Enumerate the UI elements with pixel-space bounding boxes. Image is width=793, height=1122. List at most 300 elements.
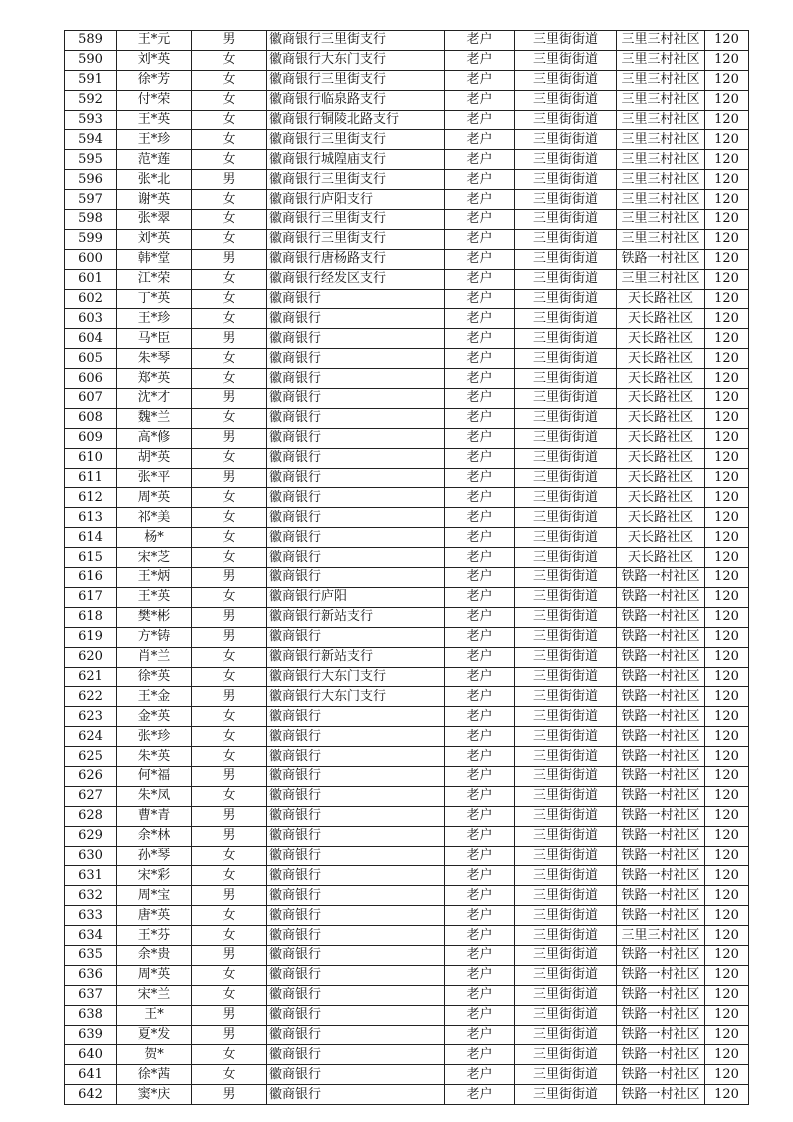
table-row <box>65 70 749 90</box>
cell-gender: 男 <box>192 627 267 647</box>
cell-street: 三里街街道 <box>515 468 617 488</box>
cell-category: 老户 <box>445 607 515 627</box>
cell-row-number: 592 <box>65 90 117 110</box>
cell-bank: 徽商银行 <box>267 568 445 588</box>
cell-category: 老户 <box>445 945 515 965</box>
cell-name: 余*林 <box>117 826 192 846</box>
cell-category: 老户 <box>445 448 515 468</box>
cell-gender: 男 <box>192 31 267 51</box>
cell-category: 老户 <box>445 150 515 170</box>
cell-bank: 徽商银行大东门支行 <box>267 667 445 687</box>
cell-bank: 徽商银行三里街支行 <box>267 170 445 190</box>
cell-street: 三里街街道 <box>515 548 617 568</box>
cell-gender: 女 <box>192 110 267 130</box>
table-row <box>65 866 749 886</box>
cell-category: 老户 <box>445 369 515 389</box>
cell-amount: 120 <box>705 468 749 488</box>
cell-community: 天长路社区 <box>617 508 705 528</box>
cell-category: 老户 <box>445 667 515 687</box>
cell-community: 铁路一村社区 <box>617 985 705 1005</box>
cell-amount: 120 <box>705 289 749 309</box>
cell-street: 三里街街道 <box>515 965 617 985</box>
cell-bank: 徽商银行 <box>267 926 445 946</box>
cell-gender: 女 <box>192 369 267 389</box>
cell-street: 三里街街道 <box>515 647 617 667</box>
cell-gender: 女 <box>192 150 267 170</box>
cell-row-number: 631 <box>65 866 117 886</box>
cell-name: 王* <box>117 1005 192 1025</box>
cell-category: 老户 <box>445 727 515 747</box>
cell-community: 铁路一村社区 <box>617 846 705 866</box>
cell-amount: 120 <box>705 31 749 51</box>
cell-row-number: 600 <box>65 249 117 269</box>
cell-street: 三里街街道 <box>515 886 617 906</box>
cell-name: 周*英 <box>117 965 192 985</box>
cell-name: 江*荣 <box>117 269 192 289</box>
cell-row-number: 611 <box>65 468 117 488</box>
table-row <box>65 508 749 528</box>
cell-row-number: 598 <box>65 210 117 230</box>
cell-name: 王*芬 <box>117 926 192 946</box>
cell-street: 三里街街道 <box>515 607 617 627</box>
table-row <box>65 985 749 1005</box>
cell-community: 铁路一村社区 <box>617 1065 705 1085</box>
cell-row-number: 640 <box>65 1045 117 1065</box>
cell-community: 天长路社区 <box>617 448 705 468</box>
cell-name: 胡*英 <box>117 448 192 468</box>
cell-community: 铁路一村社区 <box>617 647 705 667</box>
cell-gender: 女 <box>192 508 267 528</box>
cell-category: 老户 <box>445 210 515 230</box>
cell-name: 夏*发 <box>117 1025 192 1045</box>
cell-community: 三里三村社区 <box>617 926 705 946</box>
cell-category: 老户 <box>445 31 515 51</box>
cell-street: 三里街街道 <box>515 1065 617 1085</box>
cell-category: 老户 <box>445 349 515 369</box>
table-row <box>65 568 749 588</box>
cell-bank: 徽商银行大东门支行 <box>267 687 445 707</box>
cell-street: 三里街街道 <box>515 826 617 846</box>
cell-gender: 男 <box>192 607 267 627</box>
cell-bank: 徽商银行 <box>267 786 445 806</box>
cell-gender: 女 <box>192 846 267 866</box>
cell-bank: 徽商银行 <box>267 826 445 846</box>
cell-street: 三里街街道 <box>515 130 617 150</box>
cell-row-number: 623 <box>65 707 117 727</box>
cell-row-number: 599 <box>65 229 117 249</box>
cell-community: 铁路一村社区 <box>617 1045 705 1065</box>
cell-bank: 徽商银行三里街支行 <box>267 70 445 90</box>
cell-amount: 120 <box>705 627 749 647</box>
cell-name: 谢*英 <box>117 190 192 210</box>
cell-amount: 120 <box>705 50 749 70</box>
cell-category: 老户 <box>445 229 515 249</box>
cell-row-number: 625 <box>65 747 117 767</box>
cell-name: 朱*琴 <box>117 349 192 369</box>
cell-row-number: 590 <box>65 50 117 70</box>
table-row <box>65 309 749 329</box>
cell-category: 老户 <box>445 846 515 866</box>
cell-category: 老户 <box>445 1005 515 1025</box>
table-row <box>65 130 749 150</box>
cell-gender: 女 <box>192 269 267 289</box>
cell-street: 三里街街道 <box>515 170 617 190</box>
cell-row-number: 615 <box>65 548 117 568</box>
table-row <box>65 945 749 965</box>
cell-row-number: 642 <box>65 1085 117 1105</box>
cell-community: 铁路一村社区 <box>617 945 705 965</box>
cell-category: 老户 <box>445 130 515 150</box>
table-row <box>65 886 749 906</box>
cell-bank: 徽商银行 <box>267 448 445 468</box>
cell-name: 韩*堂 <box>117 249 192 269</box>
cell-row-number: 608 <box>65 408 117 428</box>
table-row <box>65 448 749 468</box>
cell-bank: 徽商银行三里街支行 <box>267 130 445 150</box>
table-row <box>65 369 749 389</box>
cell-street: 三里街街道 <box>515 269 617 289</box>
table-row <box>65 1005 749 1025</box>
cell-category: 老户 <box>445 786 515 806</box>
cell-name: 周*宝 <box>117 886 192 906</box>
table-row <box>65 766 749 786</box>
cell-category: 老户 <box>445 488 515 508</box>
cell-category: 老户 <box>445 747 515 767</box>
cell-gender: 女 <box>192 229 267 249</box>
cell-gender: 男 <box>192 468 267 488</box>
cell-street: 三里街街道 <box>515 150 617 170</box>
cell-row-number: 635 <box>65 945 117 965</box>
cell-row-number: 594 <box>65 130 117 150</box>
cell-street: 三里街街道 <box>515 667 617 687</box>
cell-bank: 徽商银行三里街支行 <box>267 31 445 51</box>
records-table <box>64 30 749 1105</box>
cell-amount: 120 <box>705 945 749 965</box>
cell-name: 樊*彬 <box>117 607 192 627</box>
cell-street: 三里街街道 <box>515 906 617 926</box>
cell-community: 铁路一村社区 <box>617 707 705 727</box>
cell-amount: 120 <box>705 806 749 826</box>
cell-amount: 120 <box>705 985 749 1005</box>
cell-row-number: 610 <box>65 448 117 468</box>
cell-name: 马*臣 <box>117 329 192 349</box>
cell-community: 三里三村社区 <box>617 269 705 289</box>
cell-street: 三里街街道 <box>515 110 617 130</box>
cell-gender: 女 <box>192 289 267 309</box>
cell-amount: 120 <box>705 210 749 230</box>
cell-name: 何*福 <box>117 766 192 786</box>
cell-amount: 120 <box>705 249 749 269</box>
cell-community: 天长路社区 <box>617 349 705 369</box>
cell-street: 三里街街道 <box>515 448 617 468</box>
cell-row-number: 636 <box>65 965 117 985</box>
cell-name: 朱*英 <box>117 747 192 767</box>
cell-row-number: 602 <box>65 289 117 309</box>
cell-gender: 女 <box>192 647 267 667</box>
cell-bank: 徽商银行 <box>267 508 445 528</box>
cell-name: 刘*英 <box>117 50 192 70</box>
cell-amount: 120 <box>705 389 749 409</box>
table-row <box>65 906 749 926</box>
cell-gender: 女 <box>192 1065 267 1085</box>
cell-street: 三里街街道 <box>515 568 617 588</box>
cell-category: 老户 <box>445 110 515 130</box>
cell-community: 天长路社区 <box>617 389 705 409</box>
cell-name: 杨* <box>117 528 192 548</box>
cell-name: 王*炳 <box>117 568 192 588</box>
cell-bank: 徽商银行 <box>267 707 445 727</box>
cell-category: 老户 <box>445 806 515 826</box>
table-row <box>65 289 749 309</box>
cell-category: 老户 <box>445 249 515 269</box>
cell-community: 铁路一村社区 <box>617 747 705 767</box>
cell-row-number: 597 <box>65 190 117 210</box>
cell-category: 老户 <box>445 886 515 906</box>
cell-name: 曹*青 <box>117 806 192 826</box>
cell-community: 三里三村社区 <box>617 150 705 170</box>
cell-name: 付*荣 <box>117 90 192 110</box>
cell-name: 张*北 <box>117 170 192 190</box>
cell-community: 铁路一村社区 <box>617 607 705 627</box>
cell-row-number: 596 <box>65 170 117 190</box>
table-row <box>65 150 749 170</box>
cell-name: 王*珍 <box>117 309 192 329</box>
cell-bank: 徽商银行铜陵北路支行 <box>267 110 445 130</box>
cell-name: 徐*英 <box>117 667 192 687</box>
cell-category: 老户 <box>445 70 515 90</box>
cell-category: 老户 <box>445 965 515 985</box>
cell-street: 三里街街道 <box>515 229 617 249</box>
cell-bank: 徽商银行 <box>267 389 445 409</box>
cell-bank: 徽商银行城隍庙支行 <box>267 150 445 170</box>
cell-row-number: 591 <box>65 70 117 90</box>
cell-street: 三里街街道 <box>515 428 617 448</box>
cell-name: 祁*美 <box>117 508 192 528</box>
cell-row-number: 641 <box>65 1065 117 1085</box>
cell-community: 天长路社区 <box>617 329 705 349</box>
cell-street: 三里街街道 <box>515 50 617 70</box>
cell-row-number: 620 <box>65 647 117 667</box>
cell-community: 三里三村社区 <box>617 130 705 150</box>
cell-name: 孙*琴 <box>117 846 192 866</box>
table-row <box>65 408 749 428</box>
cell-street: 三里街街道 <box>515 289 617 309</box>
cell-street: 三里街街道 <box>515 329 617 349</box>
cell-street: 三里街街道 <box>515 190 617 210</box>
cell-gender: 女 <box>192 408 267 428</box>
table-row <box>65 170 749 190</box>
cell-street: 三里街街道 <box>515 806 617 826</box>
cell-category: 老户 <box>445 170 515 190</box>
cell-name: 张*翠 <box>117 210 192 230</box>
cell-name: 贺* <box>117 1045 192 1065</box>
cell-street: 三里街街道 <box>515 926 617 946</box>
cell-category: 老户 <box>445 528 515 548</box>
cell-amount: 120 <box>705 1045 749 1065</box>
cell-category: 老户 <box>445 408 515 428</box>
cell-row-number: 629 <box>65 826 117 846</box>
table-row <box>65 747 749 767</box>
cell-street: 三里街街道 <box>515 389 617 409</box>
cell-amount: 120 <box>705 846 749 866</box>
cell-bank: 徽商银行 <box>267 766 445 786</box>
cell-amount: 120 <box>705 826 749 846</box>
cell-bank: 徽商银行大东门支行 <box>267 50 445 70</box>
table-row <box>65 50 749 70</box>
cell-street: 三里街街道 <box>515 945 617 965</box>
cell-bank: 徽商银行三里街支行 <box>267 210 445 230</box>
cell-gender: 男 <box>192 806 267 826</box>
cell-bank: 徽商银行 <box>267 488 445 508</box>
cell-gender: 女 <box>192 90 267 110</box>
cell-row-number: 619 <box>65 627 117 647</box>
cell-gender: 男 <box>192 1005 267 1025</box>
cell-category: 老户 <box>445 587 515 607</box>
cell-category: 老户 <box>445 568 515 588</box>
table-row <box>65 389 749 409</box>
cell-bank: 徽商银行庐阳支行 <box>267 190 445 210</box>
cell-bank: 徽商银行 <box>267 627 445 647</box>
cell-bank: 徽商银行 <box>267 1005 445 1025</box>
cell-gender: 女 <box>192 786 267 806</box>
cell-street: 三里街街道 <box>515 1005 617 1025</box>
cell-bank: 徽商银行 <box>267 886 445 906</box>
cell-street: 三里街街道 <box>515 687 617 707</box>
cell-amount: 120 <box>705 786 749 806</box>
cell-street: 三里街街道 <box>515 408 617 428</box>
cell-amount: 120 <box>705 707 749 727</box>
cell-bank: 徽商银行唐杨路支行 <box>267 249 445 269</box>
cell-gender: 男 <box>192 687 267 707</box>
cell-community: 铁路一村社区 <box>617 1025 705 1045</box>
cell-community: 三里三村社区 <box>617 31 705 51</box>
cell-bank: 徽商银行 <box>267 727 445 747</box>
cell-community: 铁路一村社区 <box>617 568 705 588</box>
cell-community: 天长路社区 <box>617 408 705 428</box>
table-row <box>65 806 749 826</box>
cell-gender: 女 <box>192 747 267 767</box>
cell-street: 三里街街道 <box>515 627 617 647</box>
table-row <box>65 90 749 110</box>
cell-amount: 120 <box>705 488 749 508</box>
cell-bank: 徽商银行 <box>267 1025 445 1045</box>
cell-bank: 徽商银行新站支行 <box>267 607 445 627</box>
cell-community: 铁路一村社区 <box>617 1085 705 1105</box>
table-row <box>65 110 749 130</box>
cell-street: 三里街街道 <box>515 766 617 786</box>
cell-gender: 女 <box>192 190 267 210</box>
cell-name: 郑*英 <box>117 369 192 389</box>
cell-street: 三里街街道 <box>515 309 617 329</box>
cell-bank: 徽商银行临泉路支行 <box>267 90 445 110</box>
cell-bank: 徽商银行 <box>267 468 445 488</box>
cell-amount: 120 <box>705 1025 749 1045</box>
table-row <box>65 1025 749 1045</box>
cell-category: 老户 <box>445 508 515 528</box>
cell-bank: 徽商银行 <box>267 548 445 568</box>
cell-row-number: 627 <box>65 786 117 806</box>
cell-bank: 徽商银行 <box>267 309 445 329</box>
cell-bank: 徽商银行 <box>267 289 445 309</box>
cell-street: 三里街街道 <box>515 249 617 269</box>
cell-row-number: 593 <box>65 110 117 130</box>
cell-community: 铁路一村社区 <box>617 627 705 647</box>
cell-name: 朱*凤 <box>117 786 192 806</box>
cell-row-number: 622 <box>65 687 117 707</box>
cell-gender: 男 <box>192 886 267 906</box>
cell-amount: 120 <box>705 1065 749 1085</box>
cell-community: 天长路社区 <box>617 548 705 568</box>
table-row <box>65 926 749 946</box>
cell-community: 三里三村社区 <box>617 70 705 90</box>
table-row <box>65 727 749 747</box>
table-row <box>65 1065 749 1085</box>
cell-community: 三里三村社区 <box>617 210 705 230</box>
cell-amount: 120 <box>705 369 749 389</box>
table-row <box>65 786 749 806</box>
cell-name: 张*平 <box>117 468 192 488</box>
cell-community: 三里三村社区 <box>617 229 705 249</box>
cell-name: 丁*英 <box>117 289 192 309</box>
cell-gender: 女 <box>192 50 267 70</box>
cell-gender: 女 <box>192 528 267 548</box>
cell-amount: 120 <box>705 508 749 528</box>
cell-name: 窦*庆 <box>117 1085 192 1105</box>
cell-street: 三里街街道 <box>515 846 617 866</box>
cell-community: 三里三村社区 <box>617 90 705 110</box>
cell-category: 老户 <box>445 906 515 926</box>
cell-amount: 120 <box>705 886 749 906</box>
cell-amount: 120 <box>705 309 749 329</box>
cell-name: 方*铸 <box>117 627 192 647</box>
cell-amount: 120 <box>705 965 749 985</box>
cell-amount: 120 <box>705 727 749 747</box>
cell-category: 老户 <box>445 627 515 647</box>
table-row <box>65 607 749 627</box>
cell-amount: 120 <box>705 647 749 667</box>
cell-row-number: 606 <box>65 369 117 389</box>
cell-gender: 女 <box>192 587 267 607</box>
cell-community: 铁路一村社区 <box>617 587 705 607</box>
table-row <box>65 190 749 210</box>
cell-street: 三里街街道 <box>515 707 617 727</box>
table-row <box>65 210 749 230</box>
cell-name: 王*英 <box>117 110 192 130</box>
cell-row-number: 637 <box>65 985 117 1005</box>
cell-row-number: 614 <box>65 528 117 548</box>
table-row <box>65 468 749 488</box>
cell-community: 铁路一村社区 <box>617 766 705 786</box>
cell-community: 铁路一村社区 <box>617 1005 705 1025</box>
cell-bank: 徽商银行 <box>267 369 445 389</box>
table-body <box>65 31 749 1105</box>
cell-gender: 男 <box>192 329 267 349</box>
cell-community: 天长路社区 <box>617 428 705 448</box>
cell-street: 三里街街道 <box>515 488 617 508</box>
cell-amount: 120 <box>705 528 749 548</box>
cell-bank: 徽商银行新站支行 <box>267 647 445 667</box>
table-row <box>65 488 749 508</box>
cell-bank: 徽商银行经发区支行 <box>267 269 445 289</box>
cell-street: 三里街街道 <box>515 1085 617 1105</box>
cell-name: 余*贵 <box>117 945 192 965</box>
cell-gender: 女 <box>192 965 267 985</box>
cell-category: 老户 <box>445 826 515 846</box>
table-row <box>65 707 749 727</box>
cell-bank: 徽商银行 <box>267 408 445 428</box>
cell-gender: 女 <box>192 906 267 926</box>
table-row <box>65 846 749 866</box>
